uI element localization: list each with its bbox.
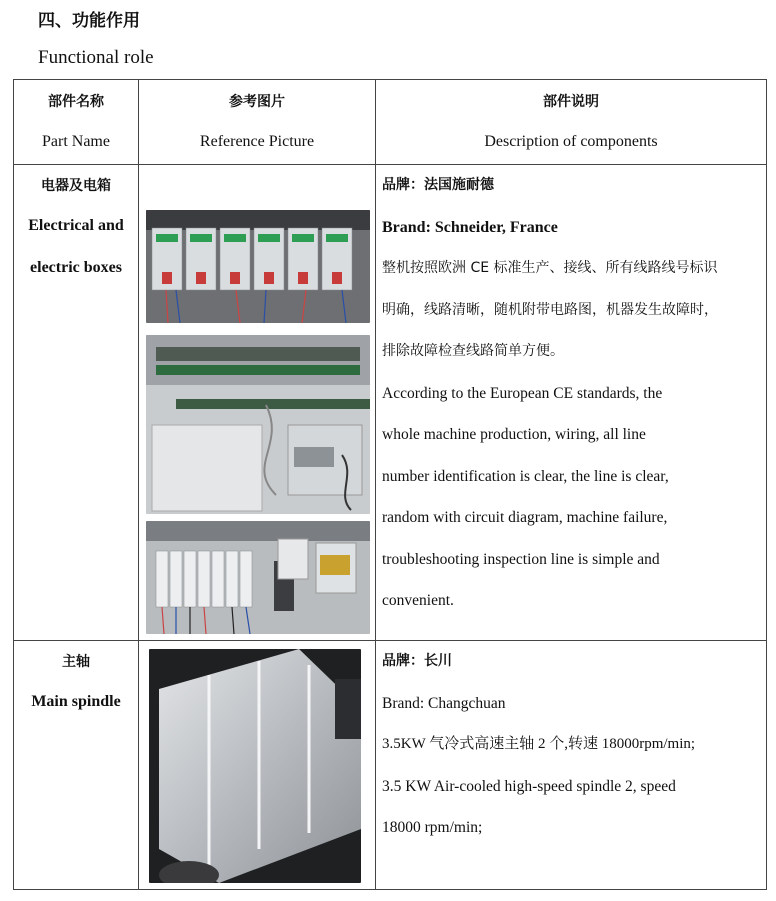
section-heading-en: Functional role — [38, 47, 154, 68]
brand-cn: 品牌：法国施耐德 — [382, 177, 494, 193]
breaker-photo — [146, 210, 370, 323]
part-name-en-line1: Electrical and — [28, 217, 124, 234]
desc-en-line: According to the European CE standards, the — [382, 384, 663, 402]
part-name-en-line2: electric boxes — [30, 259, 122, 276]
desc-en-line: 18000 rpm/min; — [382, 819, 483, 836]
brand-en: Brand: Changchuan — [382, 694, 506, 712]
brand-cn: 品牌：长川 — [382, 653, 452, 669]
header-description — [376, 80, 767, 165]
header-picture-cn: 参考图片 — [229, 94, 285, 110]
part-name-cn: 主轴 — [62, 654, 90, 670]
part-name-cn: 电器及电箱 — [41, 178, 111, 194]
desc-cn-line: 3.5KW 气冷式高速主轴 2 个,转速 18000rpm/min; — [382, 736, 696, 752]
desc-en-line: 3.5 KW Air-cooled high-speed spindle 2, speed — [382, 777, 676, 795]
desc-cn-line: 整机按照欧洲 CE 标准生产、接线、所有线路线号标识 — [382, 260, 718, 276]
desc-en-line: convenient. — [382, 592, 454, 609]
spindle-photo — [149, 649, 361, 883]
part-name-cell — [14, 641, 139, 890]
header-desc-en: Description of components — [484, 133, 658, 150]
header-reference-picture — [139, 80, 376, 165]
header-desc-cn: 部件说明 — [543, 94, 599, 110]
description-cell — [376, 165, 767, 641]
reference-picture-cell — [139, 165, 376, 641]
din-rail-photo — [146, 521, 370, 634]
desc-en-line: whole machine production, wiring, all line — [382, 426, 646, 443]
section-heading-cn: 四、功能作用 — [38, 11, 140, 31]
reference-picture-cell — [139, 641, 376, 890]
part-name-en: Main spindle — [31, 693, 121, 710]
components-table — [13, 79, 767, 890]
table-row — [14, 165, 767, 641]
desc-en-line: number identification is clear, the line is clear, — [382, 467, 669, 485]
header-picture-en: Reference Picture — [199, 133, 315, 150]
description-cell — [376, 641, 767, 890]
brand-en: Brand: Schneider, France — [382, 218, 558, 236]
desc-cn-line: 明确，线路清晰，随机附带电路图，机器发生故障时， — [382, 301, 718, 318]
header-part-name-en: Part Name — [42, 133, 110, 150]
desc-cn-line: 排除故障检查线路简单方便。 — [382, 343, 564, 359]
desc-en-line: troubleshooting inspection line is simple and — [382, 550, 660, 568]
part-name-cell — [14, 165, 139, 641]
terminal-board-photo — [146, 335, 370, 514]
header-part-name — [14, 80, 139, 165]
header-part-name-cn: 部件名称 — [48, 94, 104, 110]
desc-en-line: random with circuit diagram, machine failure, — [382, 509, 668, 526]
table-header-row — [14, 80, 767, 165]
table-row — [14, 641, 767, 890]
